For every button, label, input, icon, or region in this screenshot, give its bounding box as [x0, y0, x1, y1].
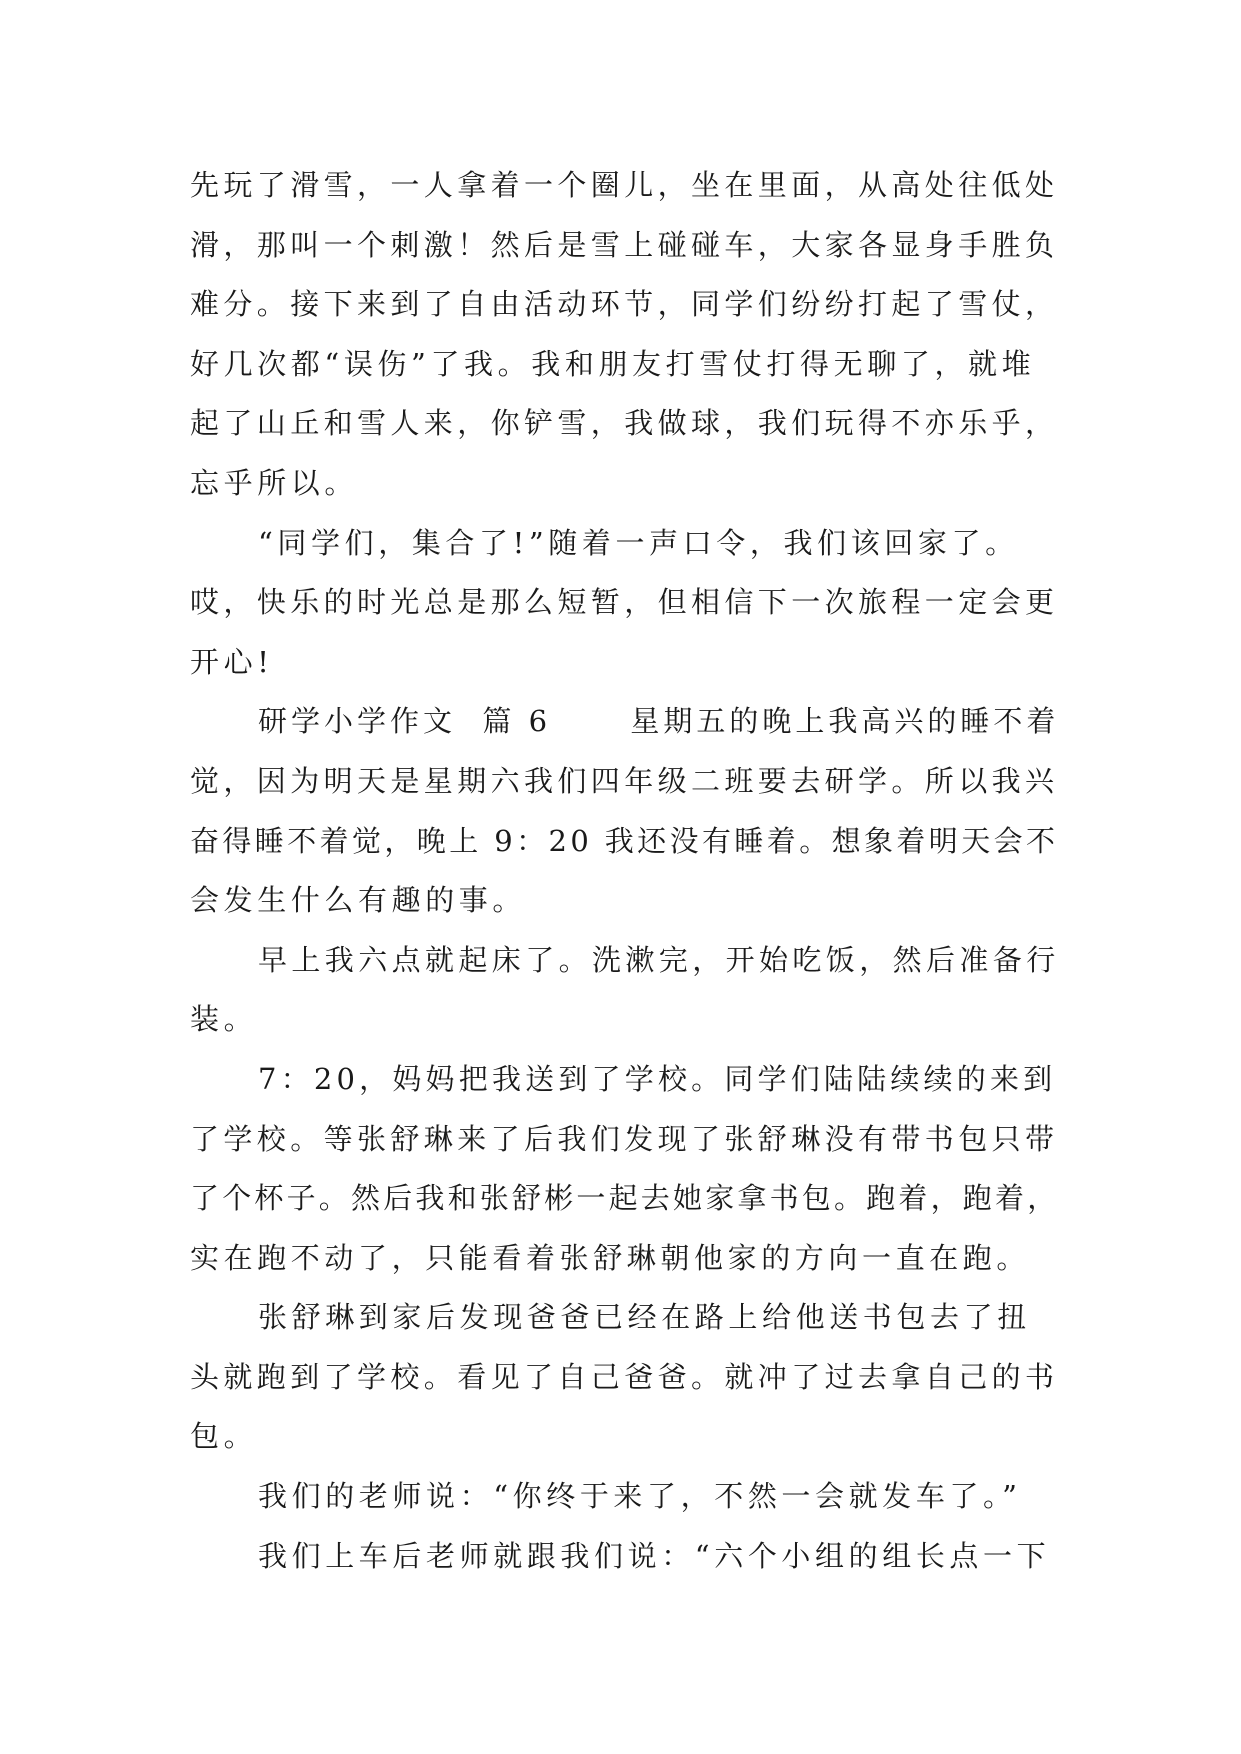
- text-line: 张舒琳到家后发现爸爸已经在路上给他送书包去了扭: [258, 1300, 1031, 1335]
- text-line: 了学校。等张舒琳来了后我们发现了张舒琳没有带书包只带: [190, 1121, 1059, 1156]
- text-line: 了个杯子。然后我和张舒彬一起去她家拿书包。跑着，跑着，: [190, 1181, 1060, 1216]
- text-line: 哎，快乐的时光总是那么短暂，但相信下一次旅程一定会更: [190, 585, 1059, 620]
- text-line: 难分。接下来到了自由活动环节，同学们纷纷打起了雪仗，: [190, 287, 1059, 322]
- text-line: 会发生什么有趣的事。: [190, 883, 527, 918]
- text-line: 起了山丘和雪人来，你铲雪，我做球，我们玩得不亦乐乎，: [190, 406, 1059, 441]
- text-line: “同学们，集合了!”随着一声口令，我们该回家了。: [258, 525, 1019, 560]
- text-line: 早上我六点就起床了。洗漱完，开始吃饭，然后准备行: [258, 942, 1060, 977]
- text-line: 7：20，妈妈把我送到了学校。同学们陆陆续续的来到: [258, 1061, 1057, 1096]
- text-line: 觉，因为明天是星期六我们四年级二班要去研学。所以我兴: [190, 763, 1059, 798]
- text-line: 研学小学作文 篇 6 星期五的晚上我高兴的睡不着: [258, 704, 1060, 739]
- text-line: 实在跑不动了，只能看着张舒琳朝他家的方向一直在跑。: [190, 1240, 1031, 1275]
- text-line: 忘乎所以。: [190, 465, 359, 500]
- text-line: 好几次都“误伤”了我。我和朋友打雪仗打得无聊了，就堆: [190, 346, 1036, 381]
- text-line: 我们的老师说：“你终于来了，不然一会就发车了。”: [258, 1479, 1022, 1514]
- text-line: 包。: [190, 1419, 258, 1454]
- text-line: 头就跑到了学校。看见了自己爸爸。就冲了过去拿自己的书: [190, 1359, 1059, 1394]
- text-line: 我们上车后老师就跟我们说：“六个小组的组长点一下: [258, 1538, 1051, 1573]
- text-line: 滑，那叫一个刺激！然后是雪上碰碰车，大家各显身手胜负: [190, 227, 1059, 262]
- essay-body: [190, 156, 1060, 1586]
- text-line: 装。: [190, 1002, 258, 1037]
- text-line: 奋得睡不着觉，晚上 9：20 我还没有睡着。想象着明天会不: [190, 823, 1059, 858]
- text-line: 开心!: [190, 644, 274, 679]
- text-line: 先玩了滑雪，一人拿着一个圈儿，坐在里面，从高处往低处: [190, 168, 1059, 202]
